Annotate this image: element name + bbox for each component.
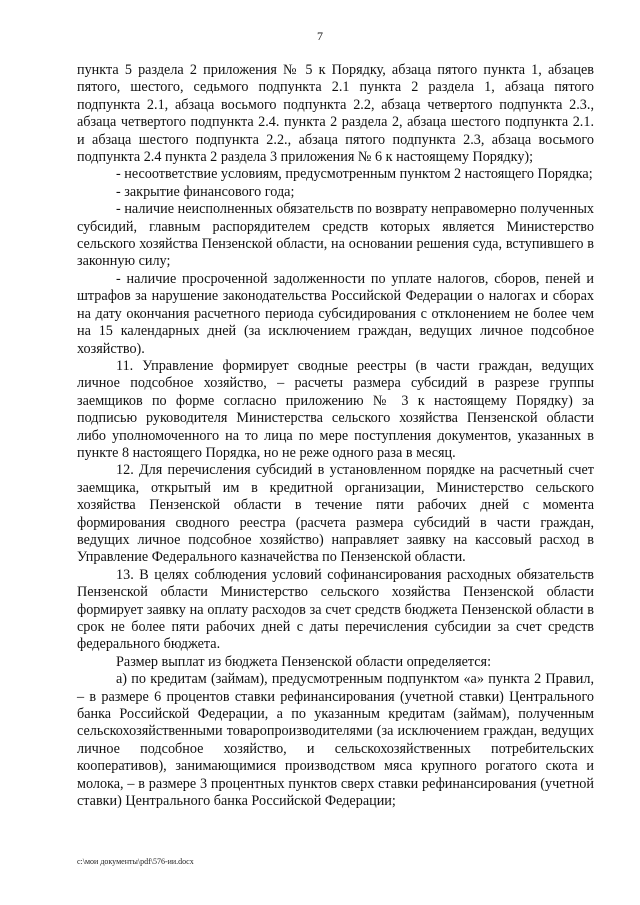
paragraph-payment-size-intro: Размер выплат из бюджета Пензенской области определяется: [116,653,492,670]
paragraph-item-12: 12. Для перечисления субсидий в установленном порядке на расчетный счет заемщика, открытый им в кредитной организации, Министерство сельского хозяйства Пензенской области в течение пяти рабочих дней с момента формирования сводного реестра (расчета размера субсидий в части граждан, ведущих личное подсобное хозяйство) направляет заявку на кассовый расход в Управление Федерального казначейства по Пензенской области. [77,462,594,566]
footer-file-path: c:\мои документы\pdf\576-ии.docx [77,857,194,866]
paragraph-bullet-unfulfilled-obligations: - наличие неисполненных обязательств по возврату неправомерно полученных субсидий, главным распорядителем средств которых является Министерство сельского хозяйства Пензенской области, на основании решения суда, вступившего в законную силу; [77,201,594,270]
page-number: 7 [317,29,323,43]
paragraph-bullet-overdue-debt: - наличие просроченной задолженности по уплате налогов, сборов, пеней и штрафов за нарушение законодательства Российской Федерации о налогах и сборах на дату окончания расчетного периода субсидирования с отклонением не более чем на 15 календарных дней (за исключением граждан, ведущих личное подсобное хозяйство). [77,270,594,357]
paragraph-bullet-nonconformity: - несоответствие условиям, предусмотренным пунктом 2 настоящего Порядка; [116,166,593,183]
paragraph-subitem-a: а) по кредитам (займам), предусмотренным подпунктом «а» пункта 2 Правил, – в размере 6 процентов ставки рефинансирования (учетной ставки) Центрального банка Российской Федерации, а по указанным кредитам (займам), полученным сельскохозяйственными товаропроизводителями (за исключением граждан, ведущих личное подсобное хозяйство, и сельскохозяйственных потребительских кооперативов), занимающимися производством мяса крупного рогатого скота и молока, – в размере 3 процентных пунктов сверх ставки рефинансирования (учетной ставки) Центрального банка Российской Федерации; [77,671,594,810]
paragraph-bullet-fiscal-year: - закрытие финансового года; [116,183,295,200]
paragraph-continuation: пункта 5 раздела 2 приложения № 5 к Порядку, абзаца пятого пункта 1, абзацев пятого, шестого, седьмого подпункта 2.1 пункта 2 раздела 1, абзаца пятого подпункта 2.1, абзаца восьмого подпункта 2.2, абзаца четвертого подпункта 2.3., абзаца четвертого подпункта 2.4. пункта 2 раздела 2, абзаца шестого подпункта 2.1. и абзаца шестого подпункта 2.2., абзаца пятого подпункта 2.3, абзаца восьмого подпункта 2.4 пункта 2 раздела 3 приложения № 6 к настоящему Порядку); [77,62,594,166]
paragraph-item-11: 11. Управление формирует сводные реестры (в части граждан, ведущих личное подсобное хозяйство, – расчеты размера субсидий в разрезе группы заемщиков по форме согласно приложению № 3 к настоящему Порядку) за подписью руководителя Министерства сельского хозяйства Пензенской области либо уполномоченного на то лица по мере поступления документов, указанных в пункте 8 настоящего Порядка, но не реже одного раза в месяц. [77,357,594,461]
document-body [77,62,594,810]
paragraph-item-13: 13. В целях соблюдения условий софинансирования расходных обязательств Пензенской области Министерство сельского хозяйства Пензенской области формирует заявку на оплату расходов за счет средств бюджета Пензенской области в срок не более пяти рабочих дней с даты перечисления субсидии за счет средств федерального бюджета. [77,566,594,653]
